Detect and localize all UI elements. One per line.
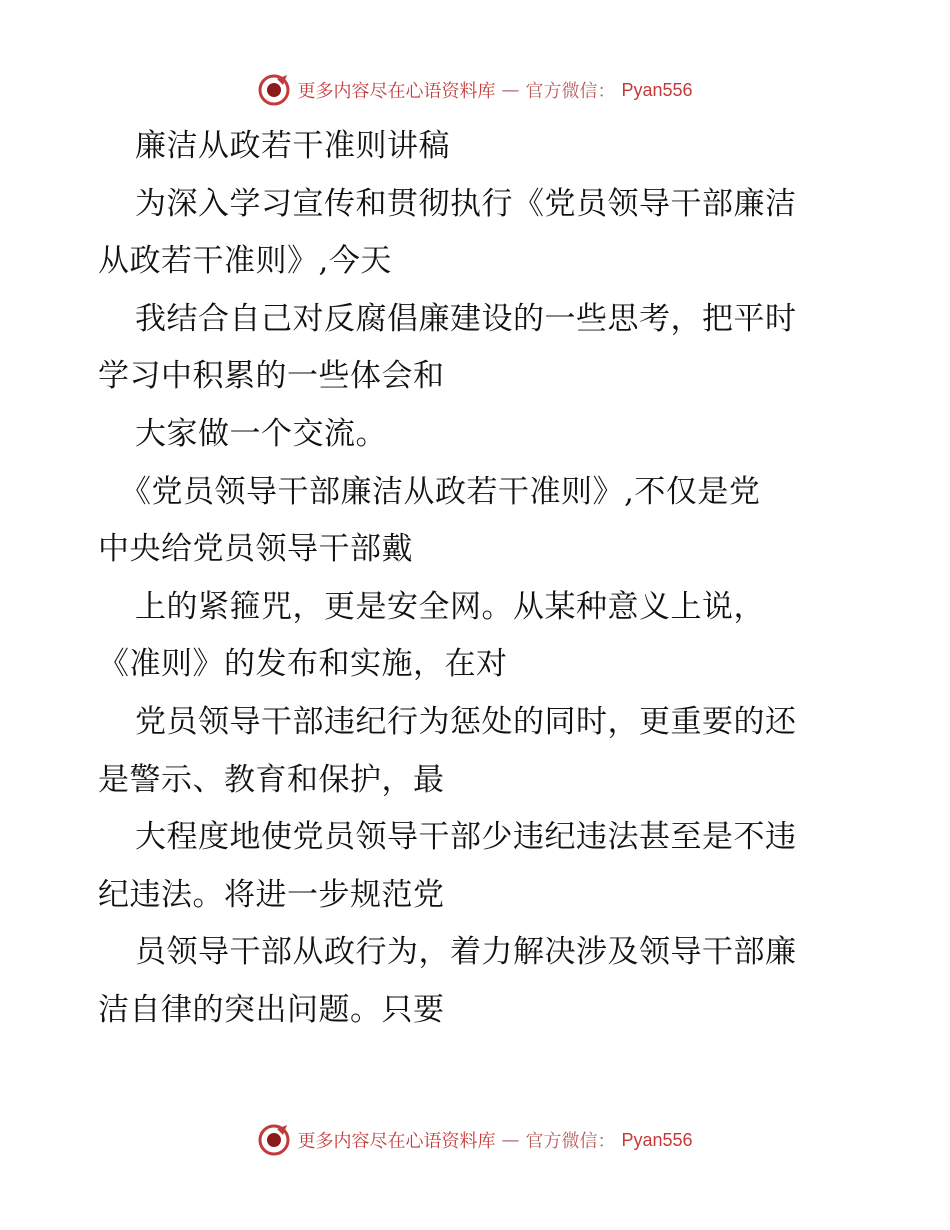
banner-separator: — (501, 1129, 520, 1151)
paragraph-line: 洁自律的突出问题。只要 (98, 991, 445, 1028)
paragraph-line: 学习中积累的一些体会和 (98, 358, 445, 395)
banner-wechat-id: Pyan556 (621, 79, 693, 100)
paragraph-line: 我结合自己对反腐倡廉建设的一些思考，把平时 (135, 300, 797, 337)
paragraph-line: 为深入学习宣传和贯彻执行《党员领导干部廉洁 (135, 185, 797, 222)
footer-banner (0, 1120, 950, 1160)
header-banner (0, 70, 950, 110)
paragraph-line: 纪违法。将进一步规范党 (98, 876, 445, 913)
paragraph-line: 大程度地使党员领导干部少违纪违法甚至是不违 (135, 819, 797, 856)
paragraph-line: 是警示、教育和保护，最 (98, 761, 445, 798)
paragraph-line: 《准则》的发布和实施，在对 (98, 646, 508, 683)
paragraph-line: 从政若干准则》,今天 (98, 243, 392, 280)
document-body (98, 118, 858, 1040)
document-title: 廉洁从政若干准则讲稿 (135, 128, 450, 164)
paragraph-line: 上的紧箍咒，更是安全网。从某种意义上说， (135, 588, 765, 625)
paragraph-line: 大家做一个交流。 (135, 415, 387, 452)
paragraph-line: 中央给党员领导干部戴 (98, 531, 413, 568)
banner-text: 更多内容尽在心语资料库 (297, 1131, 496, 1152)
banner-wechat-id: Pyan556 (621, 1129, 693, 1150)
banner-wechat-label: 官方微信： (525, 1131, 616, 1152)
paragraph-line: 员领导干部从政行为，着力解决涉及领导干部廉 (135, 934, 797, 971)
paragraph-line: 党员领导干部违纪行为惩处的同时，更重要的还 (135, 703, 797, 740)
brand-logo-icon (257, 73, 291, 107)
banner-wechat-label: 官方微信： (525, 81, 616, 102)
banner-separator: — (501, 79, 520, 101)
brand-logo-icon (257, 1123, 291, 1157)
banner-text: 更多内容尽在心语资料库 (297, 81, 496, 102)
paragraph-line: 《党员领导干部廉洁从政若干准则》,不仅是党 (120, 473, 761, 510)
